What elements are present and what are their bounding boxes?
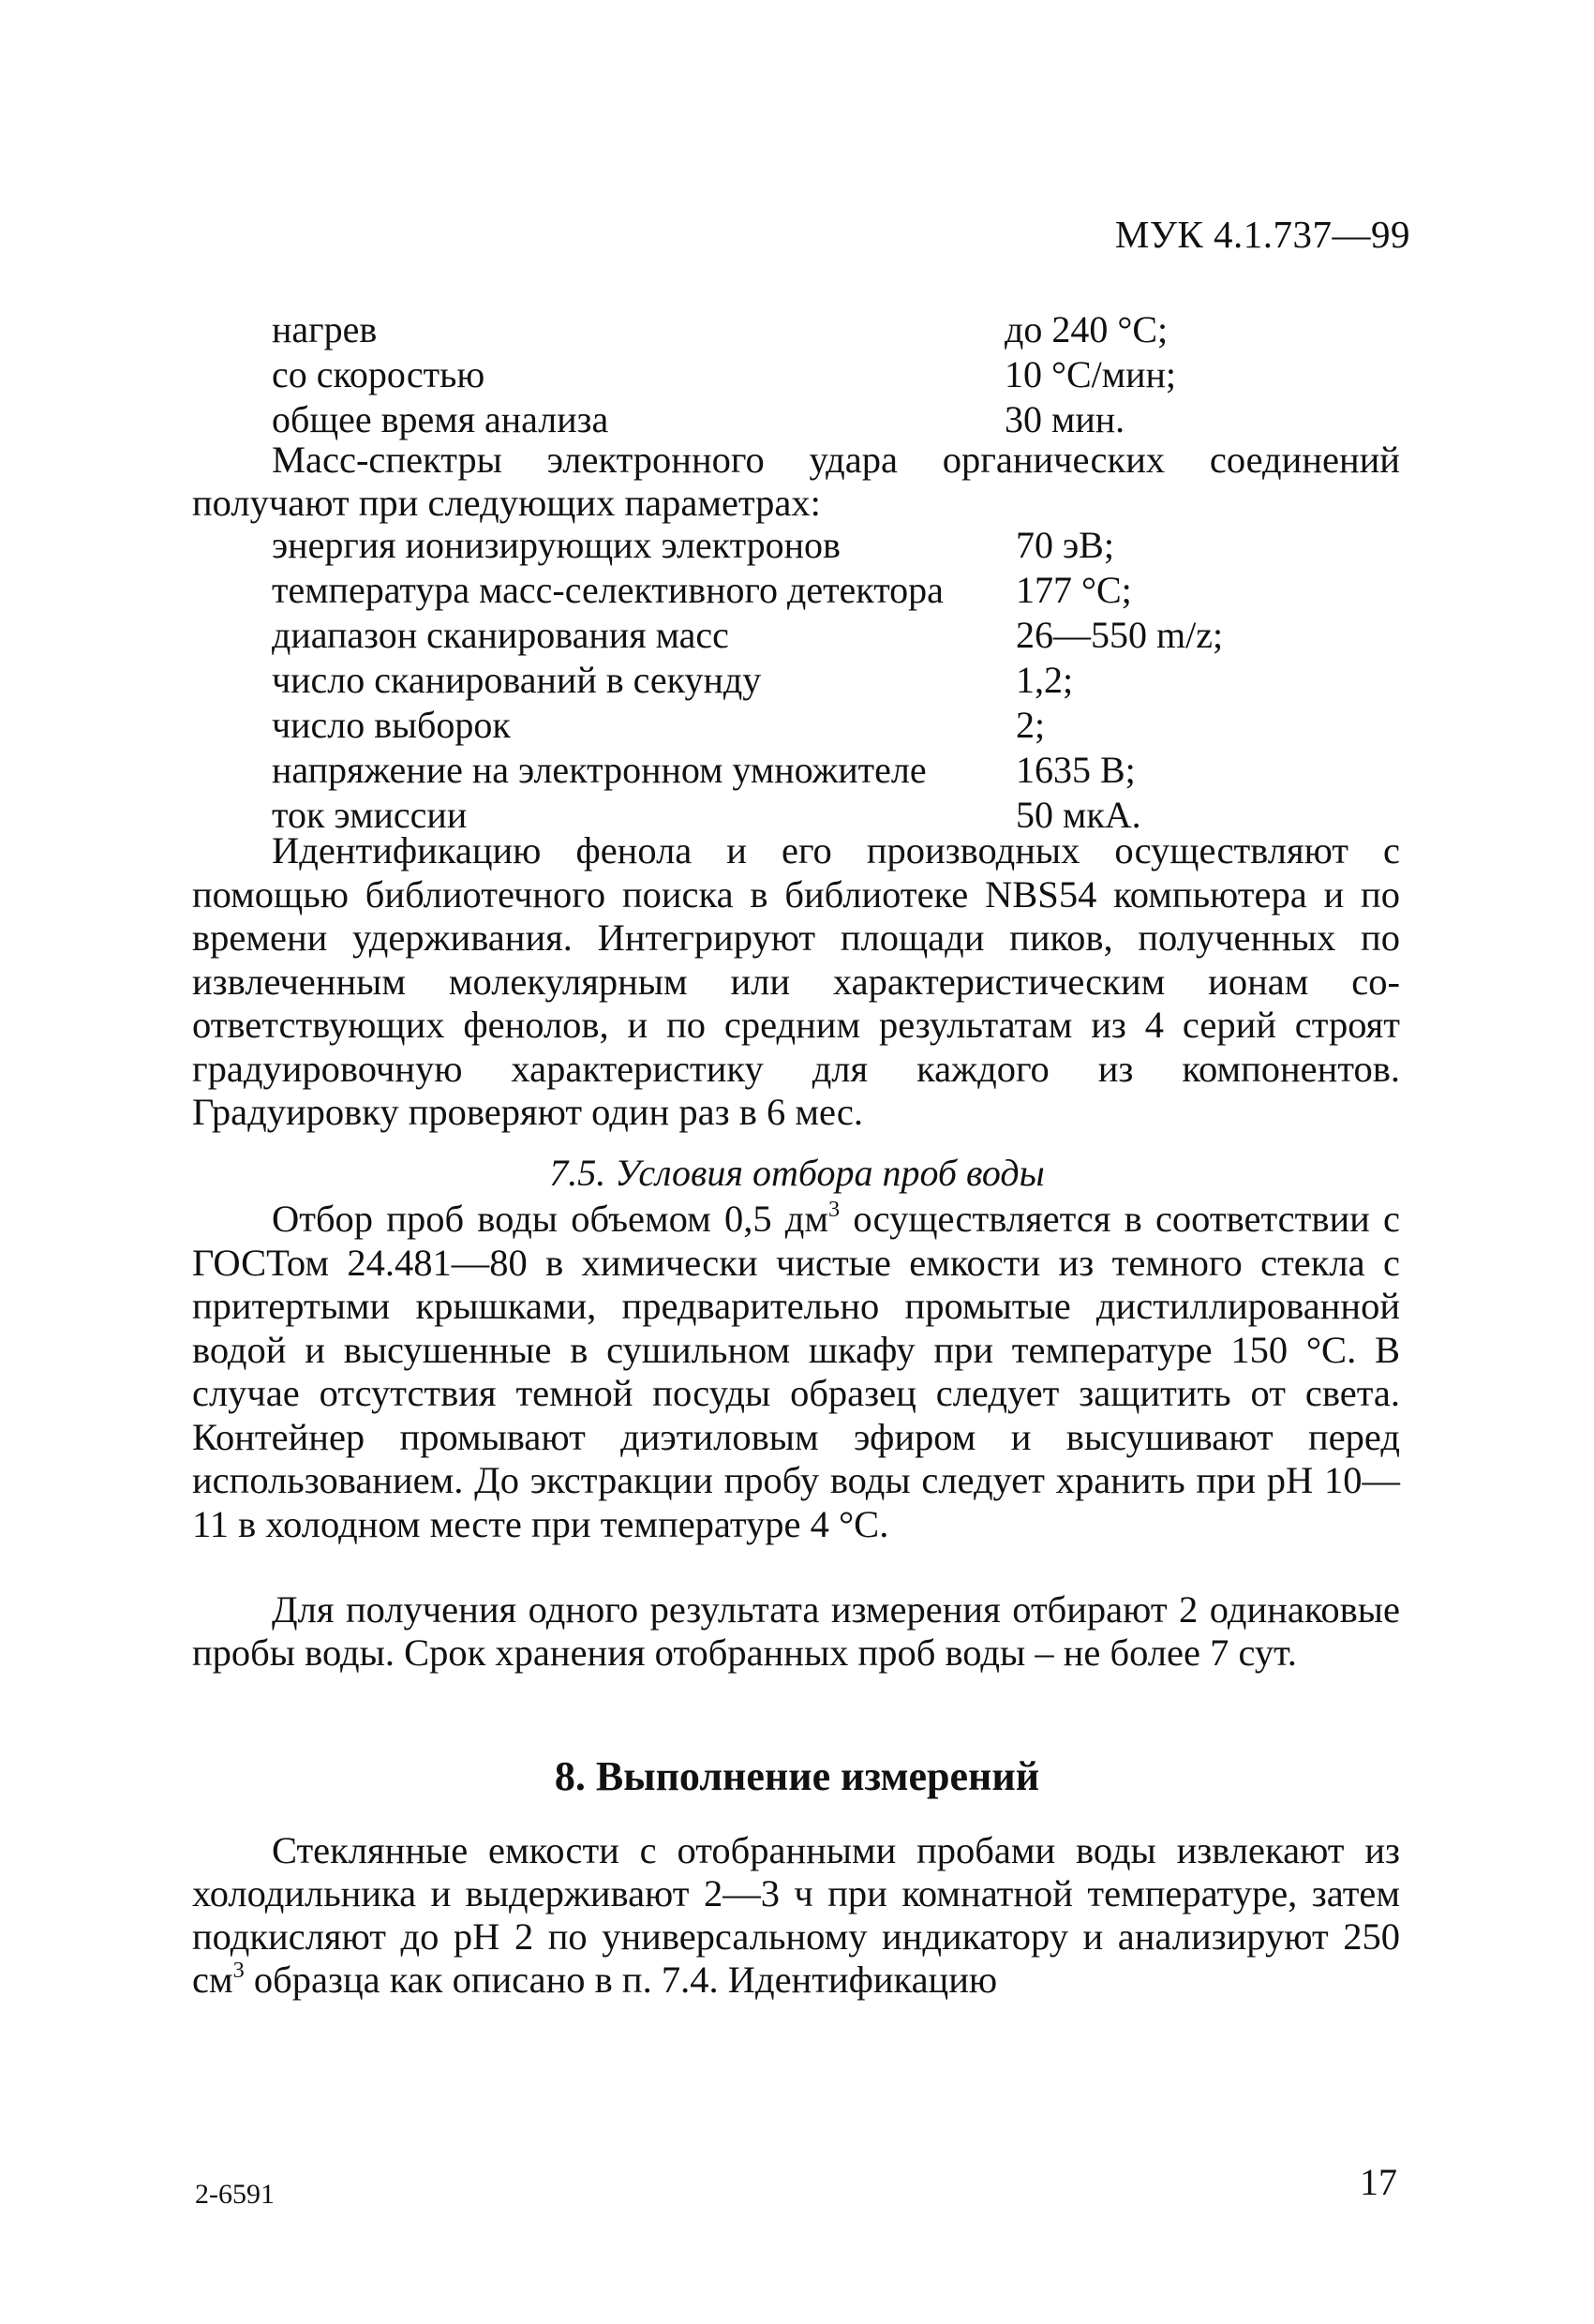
param-value: 1,2; [1016,659,1074,701]
param-value: 1635 В; [1016,749,1136,791]
section-heading: 8. Выполнение измерений [554,1753,1040,1799]
measurement-text-rest: образца как описано в п. 7.4. Идентификацию [244,1959,998,2001]
measurement-paragraph [192,1829,1400,2002]
param-row [272,703,1396,748]
samples-count-paragraph: Для получения одного результата измерения отбирают 2 одинаковые пробы воды. Срок хранения отобранных проб воды – не более 7 сут. [192,1588,1400,1674]
param-name: со скоростью [272,353,485,395]
unit-superscript: 3 [232,1958,245,1984]
param-name: температура масс-селективного детектора [272,569,944,611]
param-row [272,613,1396,658]
param-name: число сканирований в секунду [272,659,762,701]
mass-spectra-intro-paragraph: Масс-спектры электронного удара органических соединений получают при следующих параметрах: [192,439,1400,524]
page-header: МУК 4.1.737—99 [1114,213,1410,256]
param-row [272,568,1396,613]
param-row [272,352,1396,397]
param-value: до 240 °С; [1005,308,1169,350]
param-row [272,658,1396,703]
chromatography-params-list [272,307,1396,442]
param-value: 10 °С/мин; [1005,353,1177,395]
param-value: 50 мкА. [1016,794,1141,836]
param-name: число выборок [272,704,511,746]
identification-paragraph: Идентификацию фенола и его производных осуществляют с помощью библиотечного поиска в библиотеке NBS54 компьютера и по времени удерживания. Интегрируют площади пиков, полученных по извлеченным молекулярным или характеристическим ионам соответствующих фенолов, и по средним результатам из 4 серий строят градуировочную характеристику для каждого из компонентов. Градуировку проверяют один раз в 6 мес. [192,829,1400,1133]
param-value: 2; [1016,704,1046,746]
param-name: нагрев [272,308,378,350]
param-name: напряжение на электронном умножителе [272,749,927,791]
unit-superscript: 3 [828,1197,841,1223]
mass-spec-params-list [272,523,1396,838]
param-name: общее время анализа [272,398,609,440]
sampling-text-rest: осуществляется в соответствии с ГОСТом 24.481—80 в химически чистые емкости из темного стекла с притертыми крышками, предварительно промытые дистиллированной водой и высушенные в сушильном шкафу при температуре 150 °С. В случае отсутствия темной посуды образец следует защитить от света. Контейнер промывают диэтиловым эфиром и высушивают перед использованием. До экстракции пробу воды следует хранить при pH 10—11 в холодном месте при температуре 4 °С. [192,1198,1400,1545]
param-value: 26—550 m/z; [1016,614,1224,656]
param-row [272,307,1396,352]
measurement-text-start: Стеклянные емкости с отобранными пробами воды извлекают из холодильника и выдерживают 2—3 ч при комнатной температуре, затем подкисляют до pH 2 по универсальному индикатору и анализируют 250 см [192,1829,1400,2001]
param-row [272,748,1396,793]
param-row [272,523,1396,568]
param-value: 177 °С; [1016,569,1132,611]
param-name: ток эмиссии [272,794,468,836]
sampling-paragraph [192,1198,1400,1546]
param-row [272,397,1396,442]
param-value: 30 мин. [1005,398,1125,440]
sampling-text-start: Отбор проб воды объемом 0,5 дм [272,1198,829,1240]
print-code: 2-6591 [195,2179,275,2210]
param-name: диапазон сканирования масс [272,614,729,656]
param-value: 70 эВ; [1016,524,1114,566]
page-number: 17 [1360,2161,1397,2203]
subsection-heading: 7.5. Условия отбора проб воды [549,1152,1045,1194]
param-name: энергия ионизирующих электронов [272,524,841,566]
